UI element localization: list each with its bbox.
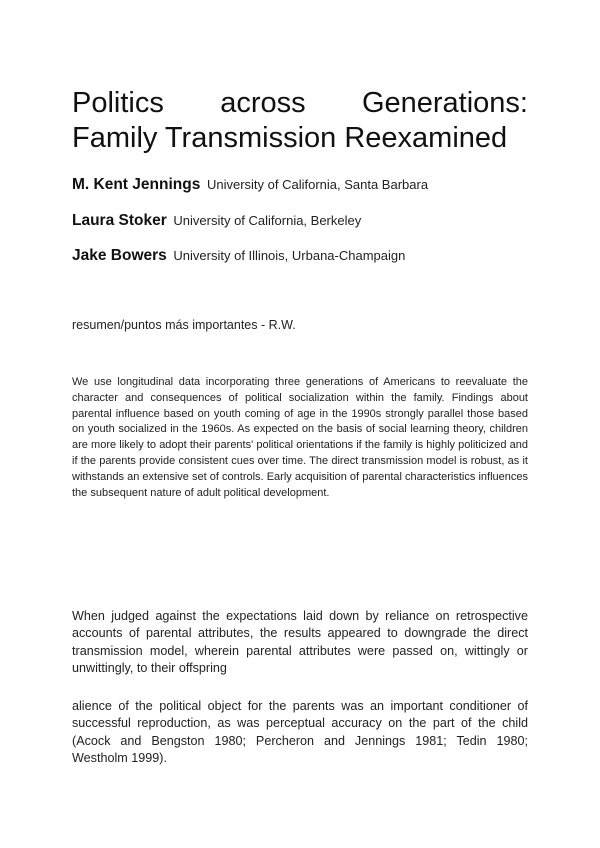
document-title: [72, 86, 528, 156]
author-affiliation: University of Illinois, Urbana-Champaign: [173, 248, 406, 263]
body-paragraph: alience of the political object for the parents was an important conditioner of successful reproduction, as was perceptual accuracy on the part of the child (Acock and Bengston 1980; Percheron and Jennings 1981; Tedin 1980; Westholm 1999).: [72, 699, 528, 766]
author-name: Laura Stoker: [72, 212, 167, 229]
author-line: [72, 212, 361, 230]
summary-note: resumen/puntos más importantes - R.W.: [72, 318, 296, 332]
author-affiliation: University of California, Santa Barbara: [206, 177, 429, 192]
author-name: M. Kent Jennings: [72, 176, 201, 193]
title-line-2: Family Transmission Reexamined: [72, 122, 508, 154]
abstract-paragraph: We use longitudinal data incorporating three generations of Americans to reevaluate the character and consequences of political socialization within the family. Findings about parental influence based on youth coming of age in the 1990s strongly parallel those based on youth socialized in the 1960s. As expected on the basis of social learning theory, children are more likely to adopt their parents' political orientations if the family is highly politicized and if the parents provide consistent cues over time. The direct transmission model is robust, as it withstands an extensive set of controls. Early acquisition of parental characteristics influences the subsequent nature of adult political development.: [72, 376, 528, 499]
title-word: Generations:: [361, 87, 528, 119]
title-word: across: [220, 87, 306, 119]
author-affiliation: University of California, Berkeley: [173, 213, 362, 228]
title-line-1: [72, 86, 528, 121]
title-word: Politics: [72, 87, 164, 119]
body-paragraph: When judged against the expectations laid down by reliance on retrospective accounts of parental attributes, the results appeared to downgrade the direct transmission model, wherein parental attributes were passed on, wittingly or unwittingly, to their offspring: [72, 609, 528, 676]
author-line: [72, 247, 405, 265]
author-name: Jake Bowers: [72, 247, 167, 264]
author-line: [72, 176, 428, 194]
